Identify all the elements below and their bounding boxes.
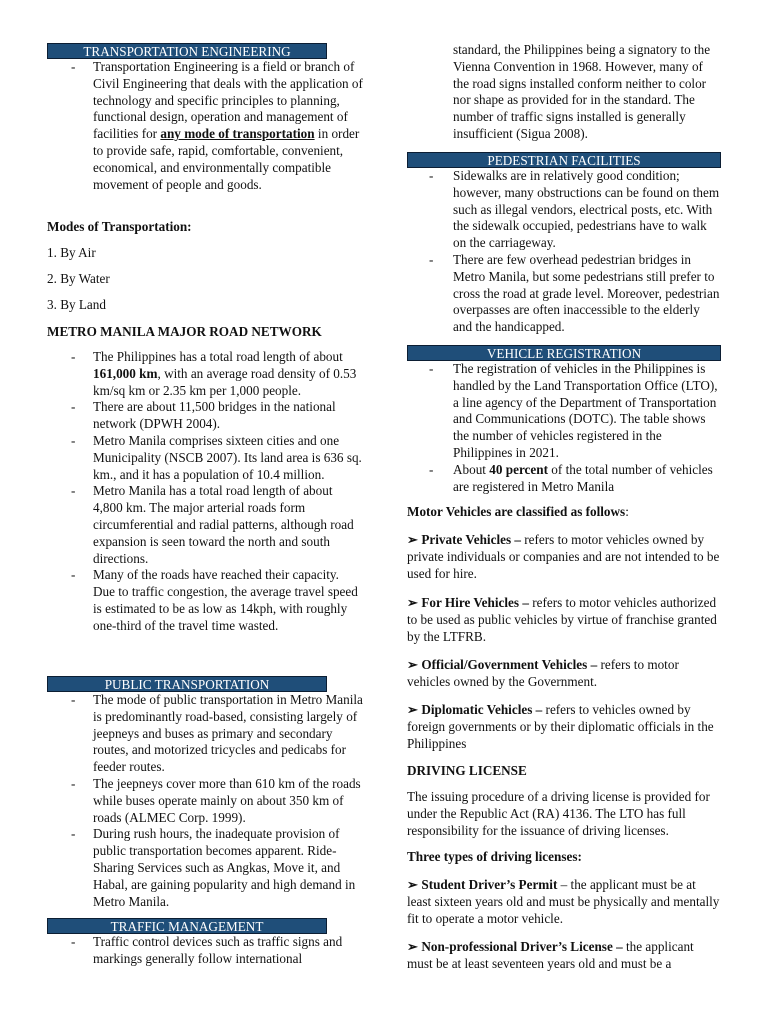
list-item: - About 40 percent of the total number of vehicles are registered in Metro Manila — [407, 462, 721, 496]
list-item: - Metro Manila comprises sixteen cities and one Municipality (NSCB 2007). Its land area is 636 sq. km., and it has a population of 10.4 million. — [47, 433, 363, 483]
section-header-pedestrian-facilities: PEDESTRIAN FACILITIES — [407, 152, 721, 168]
list-item: - There are about 11,500 bridges in the national network (DPWH 2004). — [47, 399, 363, 433]
driving-license-heading: DRIVING LICENSE — [407, 763, 527, 778]
arrow-bullet-icon: ➢ — [407, 877, 419, 892]
emphasis-any-mode: any mode of transportation — [160, 126, 315, 142]
official-government-vehicles-item: ➢ Official/Government Vehicles – refers to motor vehicles owned by the Government. — [407, 657, 679, 689]
section-header-vehicle-registration: VEHICLE REGISTRATION — [407, 345, 721, 361]
mode-item-air: 1. By Air — [47, 245, 96, 260]
section-header-public-transportation: PUBLIC TRANSPORTATION — [47, 676, 327, 692]
private-vehicles-item: ➢ Private Vehicles – refers to motor vehicles owned by private individuals or companies and are not intended to be used for hire. — [407, 532, 720, 581]
section-header-transportation-engineering: TRANSPORTATION ENGINEERING — [47, 43, 327, 59]
traffic-management-continued: standard, the Philippines being a signatory to the Vienna Convention in 1968. However, many of the road signs installed conform neither to color nor shape as provided for in the standard. The number of traffic signs installed is generally insufficient (Sigua 2008). — [453, 42, 711, 141]
motor-vehicles-heading: Motor Vehicles are classified as follows: — [407, 504, 629, 519]
arrow-bullet-icon: ➢ — [407, 657, 419, 672]
section-header-traffic-management: TRAFFIC MANAGEMENT — [47, 918, 327, 934]
list-item: - The mode of public transportation in Metro Manila is predominantly road-based, consisting largely of jeepneys and buses as primary and secondary routes, and motorized tricycles and pedicabs for feeder routes. — [47, 692, 363, 776]
student-permit-item: ➢ Student Driver’s Permit – the applicant must be at least sixteen years old and must be physically and mentally fit to operate a motor vehicle. — [407, 877, 720, 926]
road-network-list — [47, 349, 363, 635]
arrow-bullet-icon: ➢ — [407, 702, 419, 717]
mode-item-water: 2. By Water — [47, 271, 110, 286]
traffic-management-list — [47, 934, 363, 968]
driving-license-text: The issuing procedure of a driving license is provided for under the Republic Act (RA) 4136. The LTO has full responsibility for the issuance of driving licenses. — [407, 789, 710, 838]
transportation-engineering-list — [47, 59, 363, 193]
arrow-bullet-icon: ➢ — [407, 595, 419, 610]
list-item: - Sidewalks are in relatively good condition; however, many obstructions can be found on them such as illegal vendors, electrical posts, etc. With the sidewalk occupied, pedestrians have to walk on the carriageway. — [407, 168, 721, 252]
vehicle-registration-list — [407, 361, 721, 495]
arrow-bullet-icon: ➢ — [407, 939, 419, 954]
for-hire-vehicles-item: ➢ For Hire Vehicles – refers to motor vehicles authorized to be used as public vehicles by virtue of franchise granted by the LTFRB. — [407, 595, 717, 644]
list-item: - During rush hours, the inadequate provision of public transportation becomes apparent. Ride-Sharing Services such as Angkas, Move it, and Habal, are gaining popularity and high demand in Metro Manila. — [47, 826, 363, 910]
non-professional-license-item: ➢ Non-professional Driver’s License – the applicant must be at least seventeen years old and must be a — [407, 939, 694, 971]
list-item: - The jeepneys cover more than 610 km of the roads while buses operate mainly on about 350 km of roads (ALMEC Corp. 1999). — [47, 776, 363, 826]
list-item: - The registration of vehicles in the Philippines is handled by the Land Transportation Office (LTO), a line agency of the Department of Transportation and Communications (DOTC). The table shows the number of vehicles registered in the Philippines in 2021. — [407, 361, 721, 462]
list-item: - Many of the roads have reached their capacity. Due to traffic congestion, the average travel speed is estimated to be as low as 14kph, with roughly one-third of the travel time wasted. — [47, 567, 363, 634]
mode-item-land: 3. By Land — [47, 297, 106, 312]
list-item: - Metro Manila has a total road length of about 4,800 km. The major arterial roads form circumferential and radial patterns, although road expansion is seen toward the north and south directions. — [47, 483, 363, 567]
list-item: - Traffic control devices such as traffic signs and markings generally follow international — [47, 934, 363, 968]
pedestrian-facilities-list — [407, 168, 721, 336]
public-transportation-list — [47, 692, 363, 910]
list-item: - Transportation Engineering is a field or branch of Civil Engineering that deals with the application of technology and specific principles to planning, functional design, operation and management of facilities for any mode of transportation in order to provide safe, rapid, comfortable, convenient, economical, and environmentally compatible movement of people and goods. — [47, 59, 363, 193]
diplomatic-vehicles-item: ➢ Diplomatic Vehicles – refers to vehicles owned by foreign governments or by their diplomatic officials in the Philippines — [407, 702, 714, 751]
list-item: - The Philippines has a total road length of about 161,000 km, with an average road density of 0.53 km/sq km or 2.35 km per 1,000 people. — [47, 349, 363, 399]
modes-heading: Modes of Transportation: — [47, 219, 192, 234]
list-item: - There are few overhead pedestrian bridges in Metro Manila, but some pedestrians still prefer to cross the road at grade level. Moreover, pedestrian overpasses are often inaccessible to the elderly and the handicapped. — [407, 252, 721, 336]
license-types-heading: Three types of driving licenses: — [407, 849, 582, 864]
road-network-heading: METRO MANILA MAJOR ROAD NETWORK — [47, 324, 322, 339]
arrow-bullet-icon: ➢ — [407, 532, 419, 547]
